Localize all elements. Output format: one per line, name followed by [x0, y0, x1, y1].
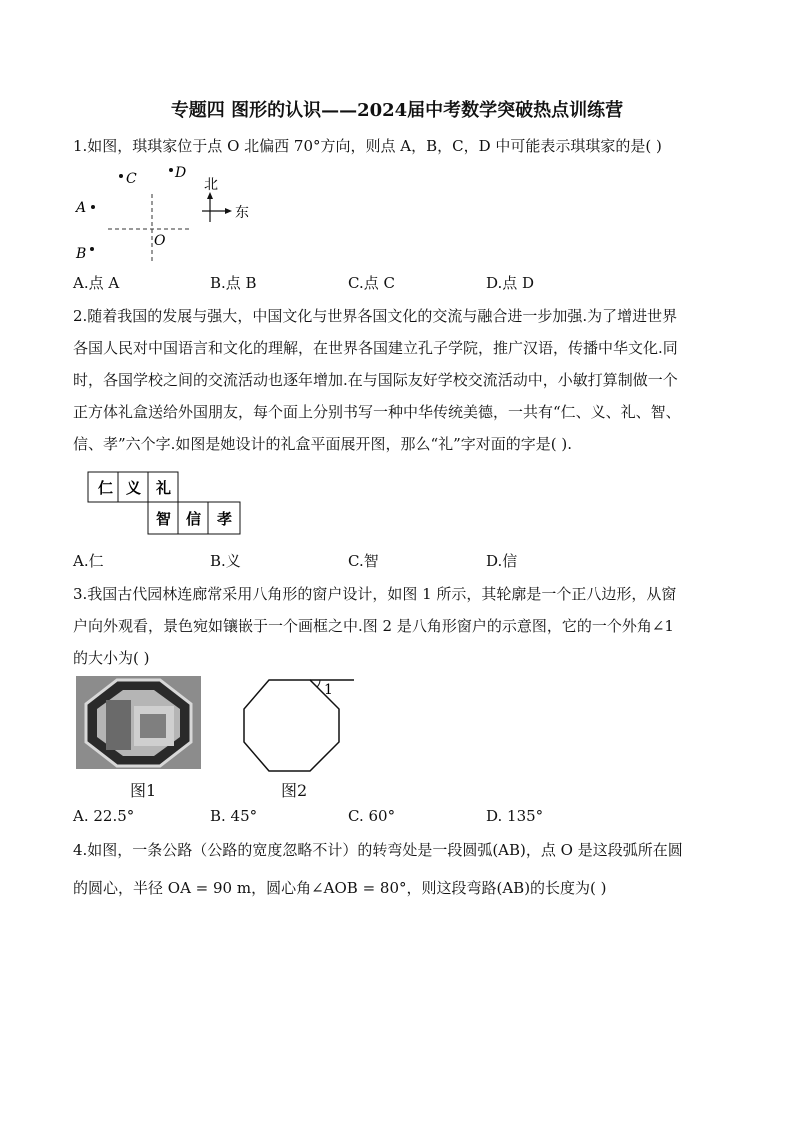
q1-north-arrowhead	[207, 192, 213, 199]
q2-cube-net	[86, 470, 246, 538]
q3-octagon-diagram	[238, 674, 358, 774]
q2-line-5: 信、孝”六个字.如图是她设计的礼盒平面展开图，那么“礼”字对面的字是( ).	[73, 435, 573, 453]
q3-caption-fig2: 图2	[281, 781, 308, 800]
q3-line-2: 户向外观看，景色宛如镶嵌于一个画框之中.图 2 是八角形窗户的示意图，它的一个外角∠1	[73, 617, 674, 635]
q4-line-1: 4.如图，一条公路（公路的宽度忽略不计）的转弯处是一段圆弧(AB)，点 O 是这段弧所在圆	[73, 841, 683, 859]
q2-option-a[interactable]: A.仁	[73, 552, 104, 570]
q1-label-east: 东	[235, 205, 249, 221]
q2-option-d[interactable]: D.信	[486, 552, 518, 570]
q1-point-d	[169, 168, 173, 172]
q1-option-d[interactable]: D.点 D	[486, 274, 535, 292]
q3-option-d[interactable]: D. 135°	[486, 807, 544, 825]
q1-compass-figure	[70, 162, 270, 268]
q2-net-char-yi: 义	[126, 479, 142, 497]
q1-option-b[interactable]: B.点 B	[210, 274, 257, 292]
q1-stem: 1.如图，琪琪家位于点 O 北偏西 70°方向，则点 A，B，C，D 中可能表示琪琪家的是( )	[73, 137, 662, 155]
q2-net-char-zhi: 智	[156, 510, 172, 528]
q2-option-b[interactable]: B.义	[210, 552, 241, 570]
q1-label-c: C	[126, 171, 137, 187]
q2-line-4: 正方体礼盒送给外国朋友，每个面上分别书写一种中华传统美德，一共有“仁、义、礼、智、	[73, 403, 681, 421]
q1-label-north: 北	[204, 177, 218, 193]
q2-option-c[interactable]: C.智	[348, 552, 379, 570]
q4-line-2: 的圆心，半径 OA = 90 m，圆心角∠AOB = 80°，则这段弯路(AB)的长度为( )	[73, 879, 607, 897]
q1-point-b	[90, 247, 94, 251]
q3-angle-arc	[317, 680, 320, 687]
q3-option-b[interactable]: B. 45°	[210, 807, 258, 825]
q3-option-c[interactable]: C. 60°	[348, 807, 396, 825]
q1-label-a: A	[76, 200, 87, 216]
q1-option-c[interactable]: C.点 C	[348, 274, 395, 292]
q1-point-c	[119, 174, 123, 178]
q1-label-d: D	[175, 165, 187, 181]
q3-angle-label: 1	[324, 682, 333, 698]
q1-east-arrowhead	[225, 208, 232, 214]
q1-option-a[interactable]: A.点 A	[73, 274, 120, 292]
q1-label-o: O	[154, 233, 166, 249]
q2-net-char-xin: 信	[186, 510, 202, 528]
q2-line-1: 2.随着我国的发展与强大，中国文化与世界各国文化的交流与融合进一步加强.为了增进世界	[73, 307, 678, 325]
q2-net-char-xiao: 孝	[217, 510, 233, 528]
q2-line-3: 时，各国学校之间的交流活动也逐年增加.在与国际友好学校交流活动中，小敏打算制做一个	[73, 371, 678, 389]
q2-net-char-ren: 仁	[98, 479, 114, 497]
q1-point-a	[91, 205, 95, 209]
q3-line-3: 的大小为( )	[73, 649, 150, 667]
q3-caption-fig1: 图1	[130, 781, 157, 800]
q3-option-a[interactable]: A. 22.5°	[73, 807, 135, 825]
q3-window-photo	[76, 676, 201, 769]
q2-net-char-li: 礼	[156, 479, 172, 497]
page-title: 专题四 图形的认识——2024届中考数学突破热点训练营	[170, 100, 624, 121]
q3-line-1: 3.我国古代园林连廊常采用八角形的窗户设计，如图 1 所示，其轮廓是一个正八边形，从窗	[73, 585, 677, 603]
q3-octagon-window-image	[76, 676, 201, 769]
q1-label-b: B	[76, 246, 87, 262]
q2-line-2: 各国人民对中国语言和文化的理解，在世界各国建立孔子学院，推广汉语，传播中华文化.同	[73, 339, 678, 357]
